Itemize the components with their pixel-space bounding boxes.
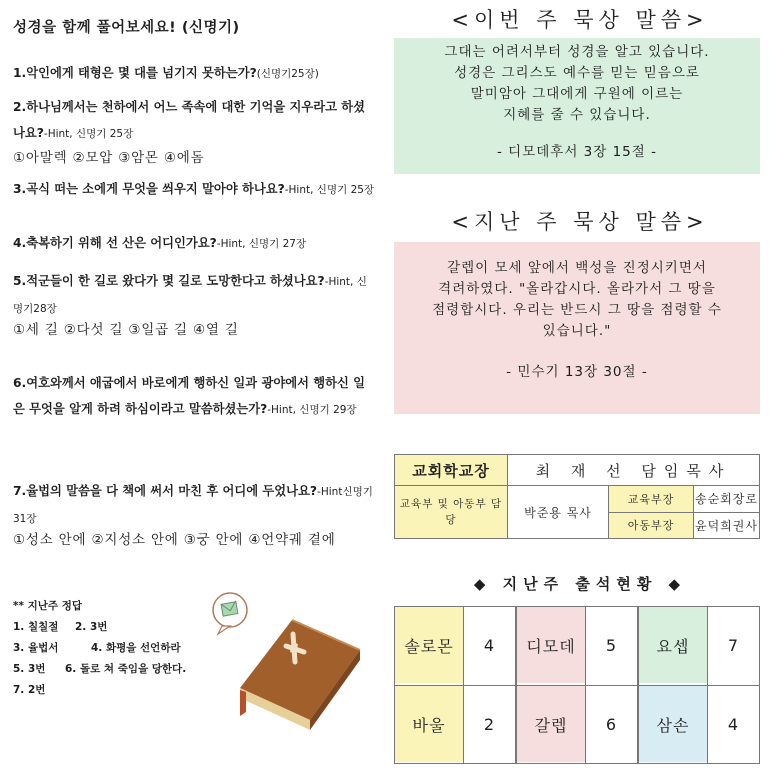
verse-line: 그대는 어려서부터 성경을 알고 있습니다.	[444, 44, 710, 60]
question-4	[13, 230, 375, 257]
group-name: 요셉	[639, 607, 707, 683]
verse-reference: - 민수기 13장 30절 -	[506, 364, 648, 380]
question-text: 7.율법의 말씀을 다 책에 써서 마친 후 어디에 두었나요?	[13, 484, 318, 498]
attendance-group-col-2	[516, 606, 638, 764]
question-text: 4.축복하기 위해 선 산은 어디인가요?	[13, 236, 217, 250]
attendance-cell	[639, 686, 759, 762]
group-name: 갈렙	[517, 686, 585, 762]
attendance-cell	[395, 686, 515, 762]
dept-person: 박준용 목사	[508, 486, 609, 539]
question-text: 3.곡식 떠는 소에게 무엇을 씌우지 말아야 하나요?	[13, 182, 285, 196]
question-text: 2.하나님께서는 천하에서 어느 족속에 대한 기억을 지우라고 하셨나요?	[13, 100, 366, 140]
question-hint: -Hint, 신명기 25장	[43, 128, 134, 140]
question-hint: -Hint, 신명기 25장	[284, 184, 375, 196]
attendance-title: ◆ 지난주 출석현황 ◆	[473, 575, 687, 593]
question-text: 5.적군들이 한 길로 왔다가 몇 길로 도망한다고 하셨나요?	[13, 274, 325, 288]
verse-line: 갈렙이 모세 앞에서 백성을 진정시키면서	[447, 260, 707, 276]
edu-dept-label: 교육부장	[609, 486, 694, 513]
question-6	[13, 370, 375, 423]
answer-item: 5. 3번	[13, 663, 46, 675]
question-1	[13, 60, 375, 87]
group-name: 디모데	[517, 607, 585, 683]
question-hint: -Hint, 신명기28장	[13, 276, 367, 315]
verse-line: 지혜를 줄 수 있습니다.	[503, 107, 651, 123]
child-dept-label: 아동부장	[609, 512, 694, 539]
this-week-title: <이번 주 묵상 말씀>	[451, 8, 709, 32]
attendance-cell	[517, 607, 637, 683]
school-head-label: 교회학교장	[395, 455, 508, 486]
staff-table	[394, 454, 760, 539]
verse-reference: - 디모데후서 3장 15절 -	[497, 144, 657, 160]
question-2	[13, 94, 375, 147]
quiz-title: 성경을 함께 풀어보세요! (신명기)	[13, 20, 240, 36]
question-hint: -Hint신명기 31장	[13, 486, 373, 525]
attendance-cell	[517, 686, 637, 762]
attendance-group-col-3	[638, 606, 760, 764]
last-week-verse-box	[394, 242, 760, 414]
verse-line: 점령합시다. 우리는 반드시 그 땅을 점령할 수	[432, 302, 722, 318]
options-q2: ①아말렉 ②모압 ③암몬 ④에돔	[13, 150, 205, 166]
answer-item: 4. 화평을 선언하라	[91, 642, 181, 654]
bible-book-icon	[240, 620, 360, 730]
answer-item: 1. 칠칠절	[13, 621, 59, 633]
question-5	[13, 268, 375, 322]
attendance-cell	[395, 607, 515, 683]
question-7	[13, 478, 375, 532]
question-text: 6.여호와께서 애굽에서 바로에게 행하신 일과 광야에서 행하신 일은 무엇을 알게 하려 하심이라고 말씀하셨는가?	[13, 376, 366, 416]
question-3	[13, 176, 375, 203]
group-count: 4	[727, 714, 739, 734]
answer-item: 3. 율법서	[13, 642, 59, 654]
dept-label: 교육부 및 아동부 담당	[395, 486, 508, 539]
group-name: 바울	[395, 686, 463, 762]
verse-line: 말미암아 그대에게 구원에 이르는	[470, 86, 684, 102]
question-hint: -Hint, 신명기 27장	[216, 238, 307, 250]
child-dept-person: 윤덕희권사	[694, 512, 760, 539]
group-count: 4	[483, 635, 495, 655]
school-head-name: 최 재 선 담임목사	[508, 455, 760, 486]
answer-item: 6. 돌로 쳐 죽임을 당한다.	[65, 663, 187, 675]
answers-title: ** 지난주 정답	[13, 600, 83, 612]
group-count: 6	[605, 714, 617, 734]
question-hint: -Hint, 신명기 29장	[267, 404, 357, 416]
options-q5: ①세 길 ②다섯 길 ③일곱 길 ④열 길	[13, 322, 239, 338]
verse-line: 성경은 그리스도 예수를 믿는 믿음으로	[454, 65, 700, 81]
answer-item: 2. 3번	[75, 621, 108, 633]
thought-bubble-icon	[213, 593, 247, 634]
question-hint: (신명기25장)	[256, 68, 319, 80]
group-count: 2	[483, 714, 495, 734]
verse-line: 격려하였다. "올라갑시다. 올라가서 그 땅을	[438, 281, 716, 297]
verse-line: 있습니다."	[542, 323, 612, 339]
attendance-group-col-1	[394, 606, 516, 764]
answer-item: 7. 2번	[13, 684, 46, 696]
options-q7: ①성소 안에 ②지성소 안에 ③궁 안에 ④언약궤 곁에	[13, 532, 336, 548]
last-week-answers	[13, 596, 186, 701]
info-section	[390, 0, 770, 768]
group-count: 5	[605, 635, 617, 655]
group-count: 7	[727, 635, 739, 655]
group-name: 삼손	[639, 686, 707, 762]
last-week-title: <지난 주 묵상 말씀>	[451, 210, 709, 234]
question-text: 1.악인에게 태형은 몇 대를 넘기지 못하는가?	[13, 66, 257, 80]
group-name: 솔로몬	[395, 607, 463, 683]
edu-dept-person: 송순회장로	[694, 486, 760, 513]
attendance-cell	[639, 607, 759, 683]
this-week-verse-box	[394, 38, 760, 174]
bible-illustration	[200, 588, 375, 738]
